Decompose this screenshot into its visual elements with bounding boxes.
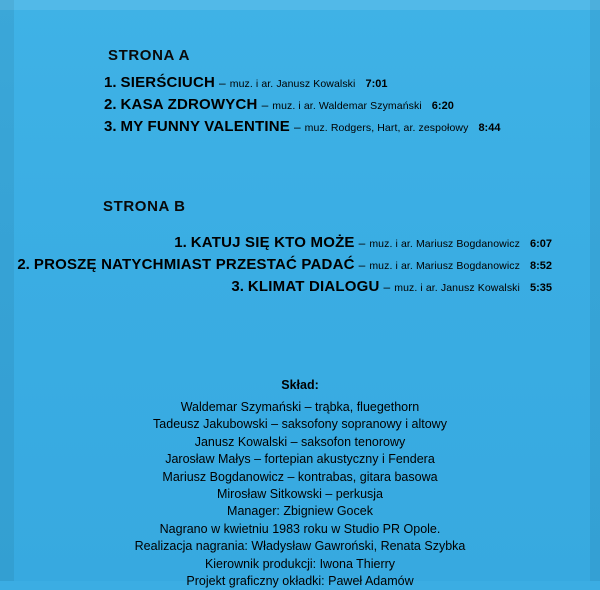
track-dash: – [219,76,226,90]
track-row [104,118,564,135]
credits-line: Nagrano w kwietniu 1983 roku w Studio PR Opole. [159,521,441,536]
track-credit: muz. i ar. Janusz Kowalski [229,78,356,90]
credits-title: Skład: [281,378,319,392]
track-row [30,234,570,251]
track-credit: muz. i ar. Janusz Kowalski [394,282,520,294]
track-duration: 7:01 [365,78,388,90]
track-dash: – [383,280,391,294]
track-credit: muz. i ar. Waldemar Szymański [272,100,422,112]
track-dash: – [358,236,366,250]
track-number: 2. [104,96,117,113]
track-title: MY FUNNY VALENTINE [120,118,290,135]
track-duration: 6:20 [431,100,454,112]
track-duration: 8:44 [478,122,501,134]
track-duration: 8:52 [529,260,552,272]
track-row [17,256,570,273]
track-number: 1. [104,74,117,91]
track-dash: – [293,120,301,134]
side-b-heading: STRONA B [103,198,186,215]
track-row [30,278,570,295]
track-credit: muz. i ar. Mariusz Bogdanowicz [369,238,520,250]
credits-line: Kierownik produkcji: Iwona Thierry [204,556,396,571]
sleeve-top-edge [0,0,600,10]
track-number: 3. [231,278,244,295]
credits-line: Mirosław Sitkowski – perkusja [216,487,384,502]
track-duration: 5:35 [529,282,552,294]
track-title: PROSZĘ NATYCHMIAST PRZESTAĆ PADAĆ [33,256,355,273]
credits-line: Realizacja nagrania: Władysław Gawroński, Renata Szybka [134,539,466,554]
side-b-tracklist [17,234,570,300]
track-title: KASA ZDROWYCH [120,96,258,113]
track-title: KATUJ SIĘ KTO MOŻE [190,234,355,251]
track-number: 3. [104,118,117,135]
credits-lines [0,399,600,590]
credits-line: Projekt graficzny okładki: Paweł Adamów [186,574,414,589]
track-number: 2. [17,256,30,273]
credits-line: Manager: Zbigniew Gocek [227,504,373,519]
credits-line: Tadeusz Jakubowski – saksofony sopranowy i altowy [153,417,447,432]
credits-line: Mariusz Bogdanowicz – kontrabas, gitara basowa [162,469,438,484]
track-title: SIERŚCIUCH [120,74,216,91]
track-credit: muz. i ar. Mariusz Bogdanowicz [369,260,520,272]
track-row [104,74,564,91]
side-a-tracklist [104,74,564,140]
credits-line: Jarosław Małys – fortepian akustyczny i Fendera [165,452,435,467]
track-title: KLIMAT DIALOGU [247,278,380,295]
track-number: 1. [174,234,187,251]
credits-line: Janusz Kowalski – saksofon tenorowy [194,434,406,449]
credits-block [0,378,600,590]
track-duration: 6:07 [529,238,552,250]
track-credit: muz. Rodgers, Hart, ar. zespołowy [304,122,469,134]
credits-line: Waldemar Szymański – trąbka, fluegethorn [180,400,420,414]
side-a-heading: STRONA A [108,47,191,64]
track-row [104,96,564,113]
track-dash: – [261,98,269,112]
track-dash: – [358,258,366,272]
